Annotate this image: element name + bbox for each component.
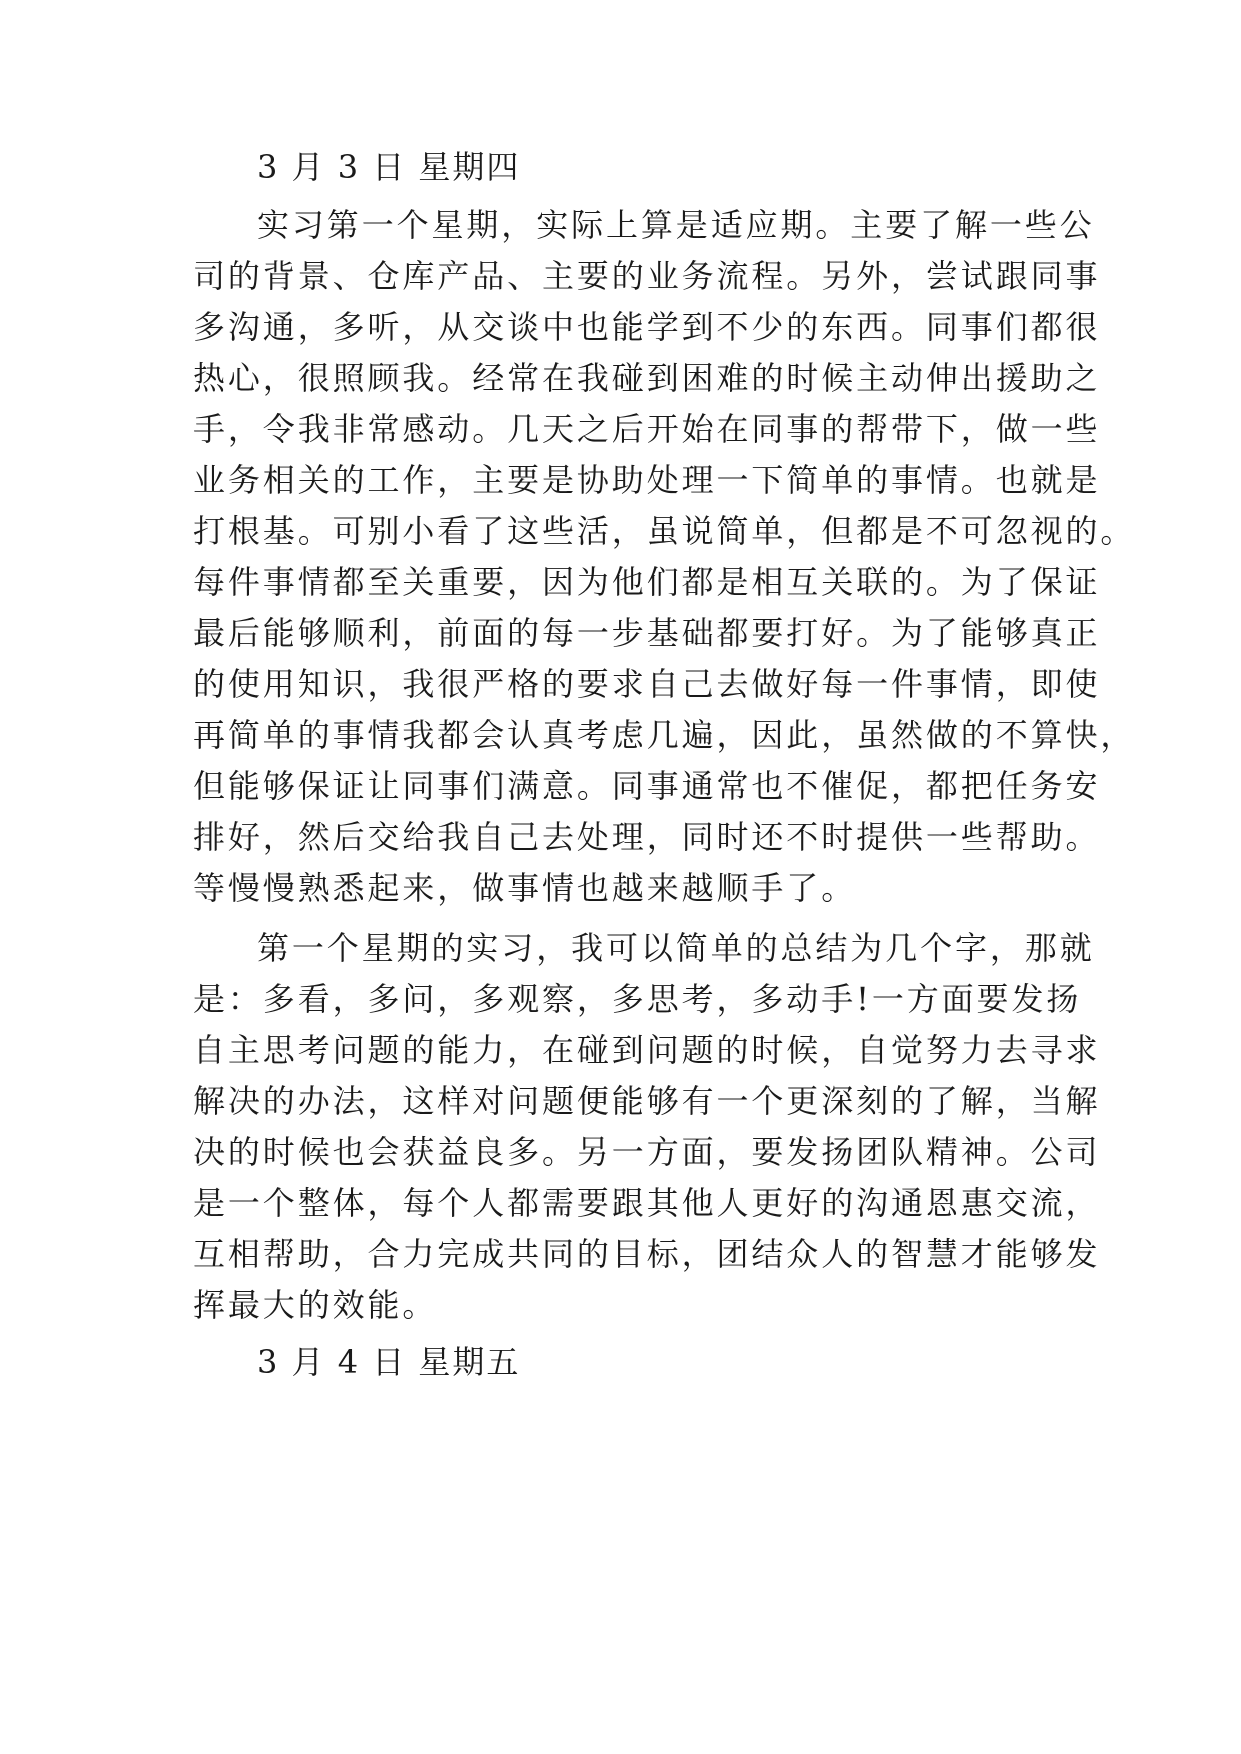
paragraph-line: 每件事情都至关重要，因为他们都是相互关联的。为了保证 [193, 563, 1101, 601]
paragraph-line: 手，令我非常感动。几天之后开始在同事的帮带下，做一些 [193, 410, 1101, 448]
paragraph-line: 实习第一个星期，实际上算是适应期。主要了解一些公 [257, 206, 1095, 244]
paragraph-line: 解决的办法，这样对问题便能够有一个更深刻的了解，当解 [193, 1082, 1101, 1120]
paragraph-line: 的使用知识，我很严格的要求自己去做好每一件事情，即使 [193, 665, 1101, 703]
paragraph-line: 再简单的事情我都会认真考虑几遍，因此，虽然做的不算快， [193, 716, 1136, 754]
paragraph-line: 最后能够顺利，前面的每一步基础都要打好。为了能够真正 [193, 614, 1101, 652]
paragraph-line: 但能够保证让同事们满意。同事通常也不催促，都把任务安 [193, 767, 1101, 805]
paragraph-line: 等慢慢熟悉起来，做事情也越来越顺手了。 [193, 869, 857, 907]
date-heading: 3 月 4 日 星期五 [257, 1343, 521, 1381]
paragraph-line: 是一个整体，每个人都需要跟其他人更好的沟通恩惠交流， [193, 1184, 1101, 1222]
paragraph-line: 自主思考问题的能力，在碰到问题的时候，自觉努力去寻求 [193, 1031, 1101, 1069]
paragraph-line: 第一个星期的实习，我可以简单的总结为几个字，那就 [257, 929, 1095, 967]
paragraph-line: 司的背景、仓库产品、主要的业务流程。另外，尝试跟同事 [193, 257, 1101, 295]
paragraph-line: 是：多看，多问，多观察，多思考，多动手!一方面要发扬 [193, 980, 1082, 1018]
paragraph-line: 挥最大的效能。 [193, 1286, 438, 1324]
paragraph-line: 排好，然后交给我自己去处理，同时还不时提供一些帮助。 [193, 818, 1101, 856]
paragraph-line: 业务相关的工作，主要是协助处理一下简单的事情。也就是 [193, 461, 1101, 499]
date-heading: 3 月 3 日 星期四 [257, 148, 521, 186]
paragraph-line: 多沟通，多听，从交谈中也能学到不少的东西。同事们都很 [193, 308, 1101, 346]
paragraph-line: 热心，很照顾我。经常在我碰到困难的时候主动伸出援助之 [193, 359, 1101, 397]
paragraph-line: 互相帮助，合力完成共同的目标，团结众人的智慧才能够发 [193, 1235, 1101, 1273]
paragraph-line: 打根基。可别小看了这些活，虽说简单，但都是不可忽视的。 [193, 512, 1136, 550]
paragraph-line: 决的时候也会获益良多。另一方面，要发扬团队精神。公司 [193, 1133, 1101, 1171]
